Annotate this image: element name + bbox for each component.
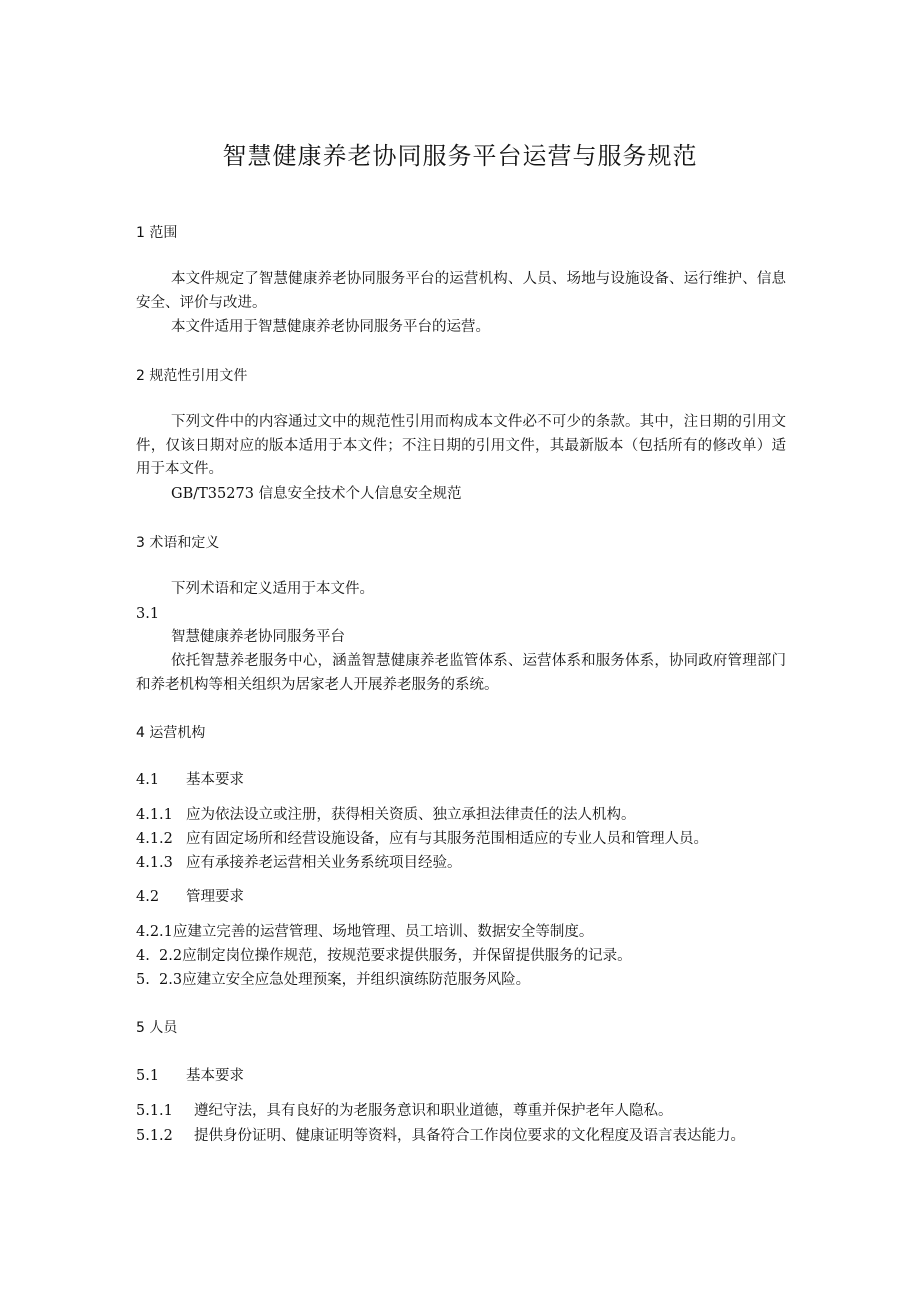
clause-text: 遵纪守法，具有良好的为老服务意识和职业道德，尊重并保护老年人隐私。: [194, 1103, 673, 1119]
section-2-reference: GB/T35273 信息安全技术个人信息安全规范: [171, 486, 462, 502]
clause-number: 5.1.1: [136, 1103, 173, 1119]
clause-text: 应为依法设立或注册，获得相关资质、独立承担法律责任的法人机构。: [186, 807, 636, 823]
subsection-4-1: [136, 770, 244, 790]
subsection-number: 5.1: [136, 1068, 160, 1084]
subsection-number: 4.1: [136, 772, 160, 788]
subsection-number: 4.2: [136, 889, 160, 905]
subsection-title: 基本要求: [186, 772, 244, 788]
section-1-paragraph-2: 本文件适用于智慧健康养老协同服务平台的运营。: [171, 319, 490, 335]
subsection-4-2: [136, 887, 244, 907]
clause-5-1-1: [136, 1101, 673, 1121]
clause-text: 提供身份证明、健康证明等资料，具备符合工作岗位要求的文化程度及语言表达能力。: [194, 1128, 745, 1144]
clause-text: 应有固定场所和经营设施设备，应有与其服务范围相适应的专业人员和管理人员。: [186, 831, 708, 847]
section-2-paragraph-1: 下列文件中的内容通过文中的规范性引用而构成本文件必不可少的条款。其中，注日期的引用文件，仅该日期对应的版本适用于本文件；不注日期的引用文件，其最新版本（包括所有的修改单）适用于本文件。: [136, 414, 786, 477]
section-2-heading: 2 规范性引用文件: [136, 368, 248, 384]
section-5-heading: 5 人员: [136, 1020, 178, 1036]
clause-text: 应制定岗位操作规范，按规范要求提供服务，并保留提供服务的记录。: [182, 948, 632, 964]
clause-4-2-3: [136, 970, 530, 990]
clause-number: 4. 2.2: [136, 948, 183, 964]
clause-text: 应建立安全应急处理预案，并组织演练防范服务风险。: [182, 972, 531, 988]
clause-number: 4.2.1: [136, 924, 173, 940]
section-3-heading: 3 术语和定义: [136, 535, 220, 551]
term-definition: 依托智慧养老服务中心，涵盖智慧健康养老监管体系、运营体系和服务体系，协同政府管理部门和养老机构等相关组织为居家老人开展养老服务的系统。: [136, 653, 786, 693]
clause-text: 应有承接养老运营相关业务系统项目经验。: [186, 855, 462, 871]
clause-4-2-1: [136, 922, 593, 942]
clause-4-1-1: [136, 805, 636, 825]
subsection-title: 管理要求: [186, 889, 244, 905]
section-4-heading: 4 运营机构: [136, 725, 206, 741]
clause-number: 4.1.3: [136, 855, 173, 871]
clause-number: 4.1.1: [136, 807, 173, 823]
section-3-intro: 下列术语和定义适用于本文件。: [171, 581, 374, 597]
section-1-heading: 1 范围: [136, 225, 178, 241]
clause-4-1-2: [136, 829, 708, 849]
term-name: 智慧健康养老协同服务平台: [171, 629, 345, 645]
clause-5-1-2: [136, 1126, 745, 1146]
term-number: 3.1: [136, 606, 160, 622]
clause-4-1-3: [136, 853, 462, 873]
clause-4-2-2: [136, 946, 632, 966]
document-title: 智慧健康养老协同服务平台运营与服务规范: [222, 142, 698, 170]
clause-number: 4.1.2: [136, 831, 173, 847]
section-1-paragraph-1: 本文件规定了智慧健康养老协同服务平台的运营机构、人员、场地与设施设备、运行维护、信息安全、评价与改进。: [136, 271, 786, 311]
clause-number: 5.1.2: [136, 1128, 173, 1144]
subsection-title: 基本要求: [186, 1068, 244, 1084]
clause-number: 5. 2.3: [136, 972, 183, 988]
clause-text: 应建立完善的运营管理、场地管理、员工培训、数据安全等制度。: [172, 924, 594, 940]
subsection-5-1: [136, 1066, 244, 1086]
